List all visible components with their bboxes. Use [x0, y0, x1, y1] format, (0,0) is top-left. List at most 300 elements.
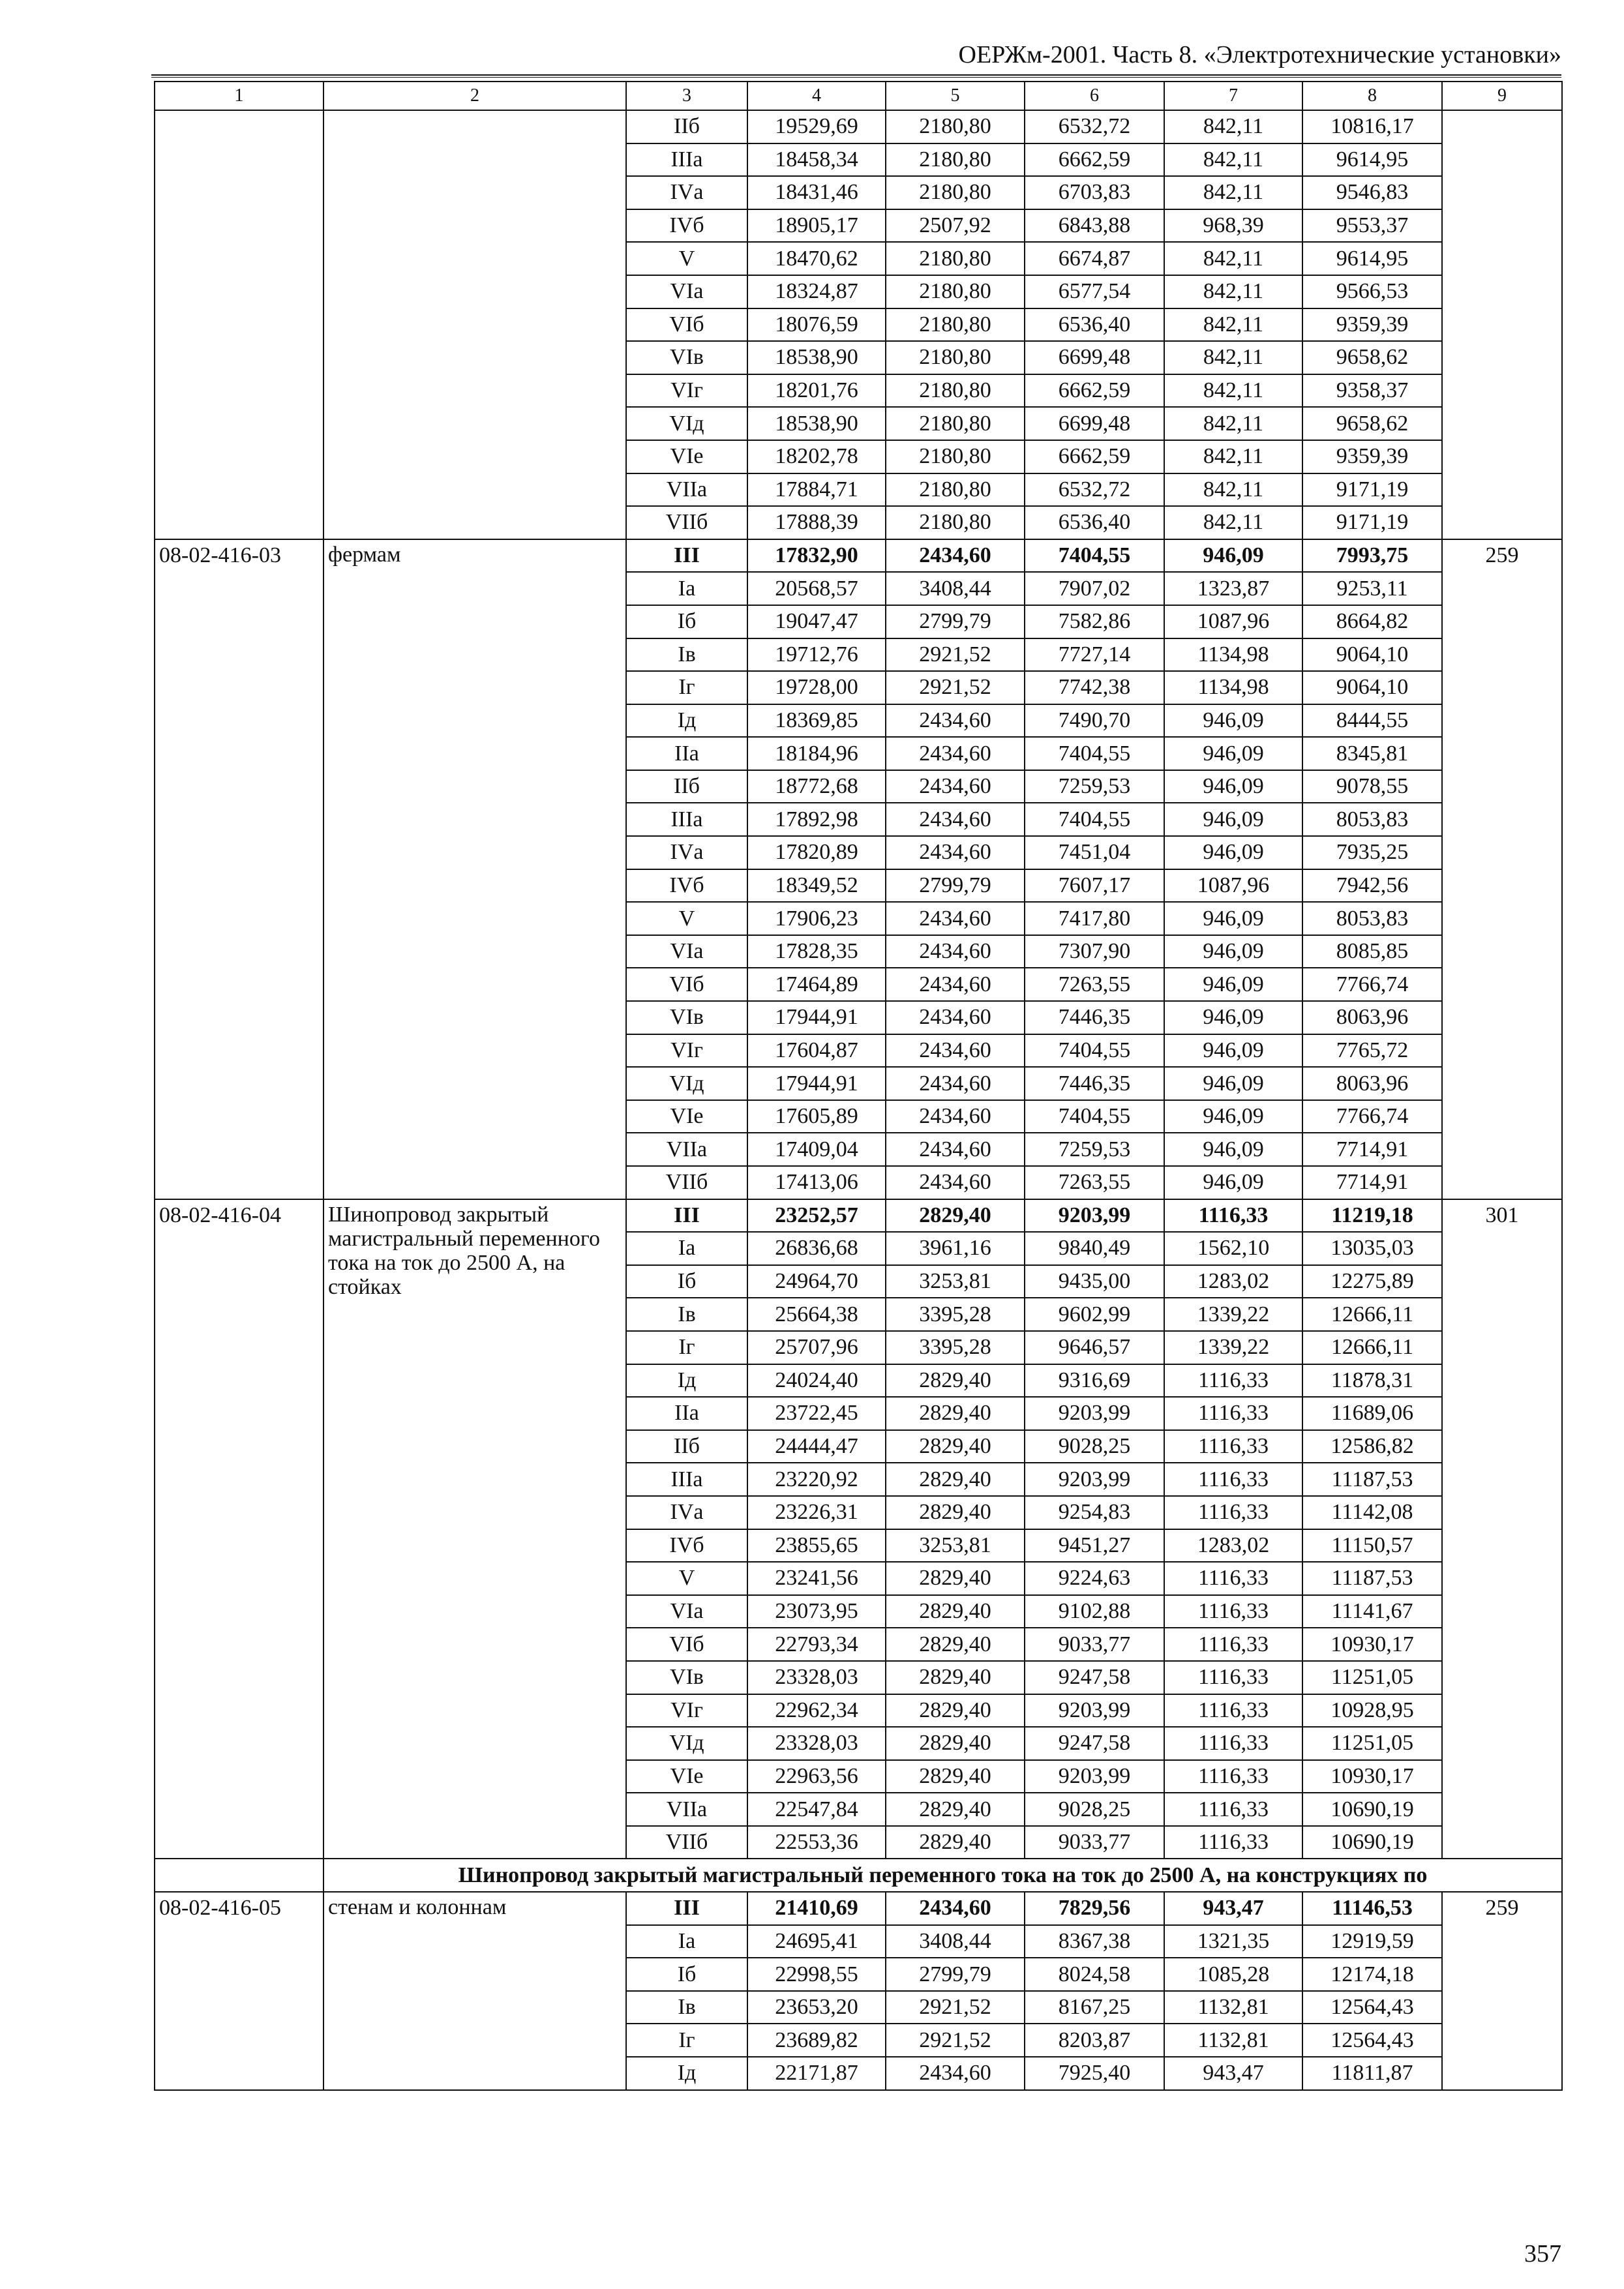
value-cell: 12666,11 [1302, 1298, 1442, 1331]
value-cell: 18076,59 [747, 308, 886, 342]
value-cell: 22963,56 [747, 1760, 886, 1793]
zone-cell: V [626, 1562, 747, 1595]
value-cell: 7765,72 [1302, 1034, 1442, 1068]
value-cell: 7925,40 [1025, 2057, 1164, 2090]
value-cell: 3395,28 [886, 1298, 1025, 1331]
value-cell: 10928,95 [1302, 1694, 1442, 1728]
value-cell: 1116,33 [1164, 1826, 1302, 1859]
value-cell: 7942,56 [1302, 869, 1442, 903]
value-cell: 2829,40 [886, 1496, 1025, 1529]
column-number-row [155, 82, 1562, 110]
value-cell: 24444,47 [747, 1430, 886, 1463]
column-number: 8 [1302, 82, 1442, 110]
value-cell: 22962,34 [747, 1694, 886, 1728]
value-cell: 1087,96 [1164, 869, 1302, 903]
value-cell: 11150,57 [1302, 1529, 1442, 1563]
value-cell: 946,09 [1164, 704, 1302, 738]
value-cell: 1116,33 [1164, 1364, 1302, 1398]
value-cell: 2434,60 [886, 539, 1025, 573]
value-cell: 11689,06 [1302, 1397, 1442, 1430]
value-cell: 842,11 [1164, 176, 1302, 209]
norm-code: 08-02-416-05 [155, 1892, 323, 2090]
value-cell: 6699,48 [1025, 341, 1164, 374]
zone-cell: Iа [626, 1232, 747, 1265]
zone-cell: VIв [626, 341, 747, 374]
value-cell: 2799,79 [886, 1958, 1025, 1991]
value-cell: 2180,80 [886, 341, 1025, 374]
zone-cell: VIIб [626, 506, 747, 539]
value-cell: 3253,81 [886, 1265, 1025, 1298]
value-cell: 946,09 [1164, 836, 1302, 869]
value-cell: 10930,17 [1302, 1760, 1442, 1793]
value-cell: 18538,90 [747, 341, 886, 374]
value-cell: 3961,16 [886, 1232, 1025, 1265]
value-cell: 9253,11 [1302, 572, 1442, 605]
value-cell: 9028,25 [1025, 1430, 1164, 1463]
table-row [155, 110, 1562, 143]
zone-cell: IIб [626, 1430, 747, 1463]
zone-cell: VIг [626, 374, 747, 408]
zone-cell: Iг [626, 671, 747, 704]
value-cell: 2829,40 [886, 1463, 1025, 1496]
value-cell: 946,09 [1164, 1034, 1302, 1068]
value-cell: 17884,71 [747, 473, 886, 507]
value-cell: 7417,80 [1025, 902, 1164, 935]
zone-cell: Iб [626, 1958, 747, 1991]
value-cell: 2180,80 [886, 143, 1025, 177]
header-rule-thin [151, 77, 1561, 78]
table-row [155, 539, 1562, 573]
value-cell: 2829,40 [886, 1397, 1025, 1430]
value-cell: 7714,91 [1302, 1166, 1442, 1199]
value-cell: 11187,53 [1302, 1562, 1442, 1595]
value-cell: 9203,99 [1025, 1760, 1164, 1793]
value-cell: 6662,59 [1025, 143, 1164, 177]
value-cell: 3408,44 [886, 1925, 1025, 1958]
zone-cell: VIд [626, 1727, 747, 1760]
zone-cell: Iд [626, 2057, 747, 2090]
zone-cell: VIа [626, 1595, 747, 1628]
value-cell: 10816,17 [1302, 110, 1442, 143]
value-cell: 9224,63 [1025, 1562, 1164, 1595]
value-cell: 946,09 [1164, 1133, 1302, 1166]
zone-cell: Iб [626, 1265, 747, 1298]
value-cell: 2180,80 [886, 407, 1025, 440]
value-cell: 18905,17 [747, 209, 886, 243]
value-cell: 1339,22 [1164, 1298, 1302, 1331]
value-cell: 6662,59 [1025, 440, 1164, 473]
value-cell: 23241,56 [747, 1562, 886, 1595]
value-cell: 946,09 [1164, 1166, 1302, 1199]
zone-cell: VIв [626, 1661, 747, 1694]
value-cell: 943,47 [1164, 1892, 1302, 1925]
value-cell: 946,09 [1164, 935, 1302, 968]
value-cell: 19047,47 [747, 605, 886, 638]
zone-cell: VIа [626, 935, 747, 968]
value-cell: 9078,55 [1302, 770, 1442, 803]
value-cell: 8444,55 [1302, 704, 1442, 738]
value-cell: 9546,83 [1302, 176, 1442, 209]
value-cell: 12564,43 [1302, 2024, 1442, 2057]
column-number: 5 [886, 82, 1025, 110]
value-cell: 2180,80 [886, 308, 1025, 342]
column-number: 9 [1442, 82, 1562, 110]
value-cell: 1132,81 [1164, 2024, 1302, 2057]
value-cell: 9566,53 [1302, 275, 1442, 308]
value-cell: 9254,83 [1025, 1496, 1164, 1529]
value-cell: 17906,23 [747, 902, 886, 935]
value-cell: 2434,60 [886, 836, 1025, 869]
value-cell: 2434,60 [886, 2057, 1025, 2090]
value-cell: 1283,02 [1164, 1265, 1302, 1298]
value-cell: 1321,35 [1164, 1925, 1302, 1958]
value-cell: 18202,78 [747, 440, 886, 473]
table-row [155, 1892, 1562, 1925]
value-cell: 9451,27 [1025, 1529, 1164, 1563]
value-cell: 2434,60 [886, 1067, 1025, 1100]
value-cell: 842,11 [1164, 110, 1302, 143]
table-row [155, 1199, 1562, 1233]
value-cell: 2921,52 [886, 638, 1025, 672]
zone-cell: VIIа [626, 473, 747, 507]
value-cell: 968,39 [1164, 209, 1302, 243]
value-cell: 842,11 [1164, 308, 1302, 342]
value-cell: 7404,55 [1025, 737, 1164, 770]
value-cell: 23073,95 [747, 1595, 886, 1628]
value-cell: 17832,90 [747, 539, 886, 573]
zone-cell: VIIб [626, 1826, 747, 1859]
value-cell: 6699,48 [1025, 407, 1164, 440]
value-cell: 18470,62 [747, 242, 886, 275]
value-cell: 2180,80 [886, 473, 1025, 507]
value-cell: 7766,74 [1302, 968, 1442, 1001]
value-cell: 6703,83 [1025, 176, 1164, 209]
value-cell: 1116,33 [1164, 1463, 1302, 1496]
value-cell: 9102,88 [1025, 1595, 1164, 1628]
value-cell: 7307,90 [1025, 935, 1164, 968]
value-cell: 11187,53 [1302, 1463, 1442, 1496]
zone-cell: Iг [626, 2024, 747, 2057]
value-cell: 9614,95 [1302, 242, 1442, 275]
column-number: 2 [323, 82, 626, 110]
value-cell: 9171,19 [1302, 473, 1442, 507]
value-cell: 7766,74 [1302, 1100, 1442, 1133]
column-number: 3 [626, 82, 747, 110]
zone-cell: VIг [626, 1694, 747, 1728]
zone-cell: IVа [626, 1496, 747, 1529]
value-cell: 18369,85 [747, 704, 886, 738]
value-cell: 18772,68 [747, 770, 886, 803]
value-cell: 11141,67 [1302, 1595, 1442, 1628]
value-cell: 2799,79 [886, 869, 1025, 903]
value-cell: 12564,43 [1302, 1991, 1442, 2024]
zone-cell: VIд [626, 407, 747, 440]
value-cell: 2434,60 [886, 1892, 1025, 1925]
value-cell: 18538,90 [747, 407, 886, 440]
value-cell: 9033,77 [1025, 1628, 1164, 1661]
value-cell: 2921,52 [886, 2024, 1025, 2057]
value-cell: 1134,98 [1164, 671, 1302, 704]
section-title: Шинопровод закрытый магистральный переменного тока на ток до 2500 А, на конструкциях по [323, 1859, 1562, 1892]
value-cell: 7714,91 [1302, 1133, 1442, 1166]
value-cell: 18324,87 [747, 275, 886, 308]
value-cell: 1116,33 [1164, 1199, 1302, 1233]
value-cell: 2829,40 [886, 1793, 1025, 1826]
value-cell: 2921,52 [886, 671, 1025, 704]
value-cell: 2829,40 [886, 1430, 1025, 1463]
value-cell: 7446,35 [1025, 1067, 1164, 1100]
value-cell: 6662,59 [1025, 374, 1164, 408]
value-cell: 1134,98 [1164, 638, 1302, 672]
page-number: 357 [1524, 2240, 1561, 2267]
zone-cell: IVб [626, 1529, 747, 1563]
value-cell: 3408,44 [886, 572, 1025, 605]
value-cell: 2434,60 [886, 770, 1025, 803]
value-cell: 9171,19 [1302, 506, 1442, 539]
value-cell: 8664,82 [1302, 605, 1442, 638]
value-cell: 17820,89 [747, 836, 886, 869]
value-cell: 11251,05 [1302, 1661, 1442, 1694]
value-cell: 946,09 [1164, 737, 1302, 770]
zone-cell: Iб [626, 605, 747, 638]
column-number: 6 [1025, 82, 1164, 110]
value-cell: 7993,75 [1302, 539, 1442, 573]
value-cell: 1087,96 [1164, 605, 1302, 638]
value-cell: 9553,37 [1302, 209, 1442, 243]
value-cell: 2799,79 [886, 605, 1025, 638]
zone-cell: IVа [626, 836, 747, 869]
value-cell: 23689,82 [747, 2024, 886, 2057]
header-rule [151, 74, 1561, 76]
column-number: 4 [747, 82, 886, 110]
value-cell: 9359,39 [1302, 440, 1442, 473]
zone-cell: VIб [626, 1628, 747, 1661]
zone-cell: IIб [626, 770, 747, 803]
zone-cell: Iд [626, 1364, 747, 1398]
value-cell: 17413,06 [747, 1166, 886, 1199]
value-cell: 11878,31 [1302, 1364, 1442, 1398]
value-cell: 1562,10 [1164, 1232, 1302, 1265]
value-cell: 9028,25 [1025, 1793, 1164, 1826]
value-cell: 2180,80 [886, 374, 1025, 408]
zone-cell: VIе [626, 440, 747, 473]
value-cell: 17604,87 [747, 1034, 886, 1068]
measure-unit: 301 [1442, 1199, 1562, 1859]
value-cell: 9247,58 [1025, 1727, 1164, 1760]
norm-name: Шинопровод закрытый магистральный переменного тока на ток до 2500 А, на стойках [323, 1199, 626, 1859]
norm-code: 08-02-416-04 [155, 1199, 323, 1859]
value-cell: 2434,60 [886, 737, 1025, 770]
value-cell: 18184,96 [747, 737, 886, 770]
value-cell: 842,11 [1164, 341, 1302, 374]
section-title-row [155, 1859, 1562, 1892]
value-cell: 24964,70 [747, 1265, 886, 1298]
value-cell: 7829,56 [1025, 1892, 1164, 1925]
value-cell: 26836,68 [747, 1232, 886, 1265]
value-cell: 17605,89 [747, 1100, 886, 1133]
zone-cell: IVа [626, 176, 747, 209]
value-cell: 11142,08 [1302, 1496, 1442, 1529]
zone-cell: IVб [626, 209, 747, 243]
value-cell: 25664,38 [747, 1298, 886, 1331]
value-cell: 24695,41 [747, 1925, 886, 1958]
value-cell: 12174,18 [1302, 1958, 1442, 1991]
value-cell: 2434,60 [886, 902, 1025, 935]
value-cell: 6577,54 [1025, 275, 1164, 308]
zone-cell: Iа [626, 572, 747, 605]
value-cell: 7404,55 [1025, 539, 1164, 573]
value-cell: 842,11 [1164, 506, 1302, 539]
value-cell: 1116,33 [1164, 1397, 1302, 1430]
value-cell: 9203,99 [1025, 1694, 1164, 1728]
value-cell: 1283,02 [1164, 1529, 1302, 1563]
zone-cell: VIIа [626, 1133, 747, 1166]
value-cell: 23252,57 [747, 1199, 886, 1233]
norm-name: фермам [323, 539, 626, 1199]
norms-table [154, 81, 1563, 2091]
zone-cell: VIг [626, 1034, 747, 1068]
value-cell: 8024,58 [1025, 1958, 1164, 1991]
zone-cell: IIIа [626, 143, 747, 177]
value-cell: 946,09 [1164, 539, 1302, 573]
value-cell: 2921,52 [886, 1991, 1025, 2024]
value-cell: 1116,33 [1164, 1727, 1302, 1760]
value-cell: 19712,76 [747, 638, 886, 672]
value-cell: 23722,45 [747, 1397, 886, 1430]
value-cell: 9064,10 [1302, 671, 1442, 704]
value-cell: 2180,80 [886, 440, 1025, 473]
value-cell: 8345,81 [1302, 737, 1442, 770]
value-cell: 842,11 [1164, 374, 1302, 408]
zone-cell: Iв [626, 1991, 747, 2024]
value-cell: 2434,60 [886, 1034, 1025, 1068]
value-cell: 1116,33 [1164, 1760, 1302, 1793]
value-cell: 18431,46 [747, 176, 886, 209]
zone-cell: III [626, 1892, 747, 1925]
value-cell: 6843,88 [1025, 209, 1164, 243]
zone-cell: IIб [626, 110, 747, 143]
value-cell: 9614,95 [1302, 143, 1442, 177]
value-cell: 842,11 [1164, 242, 1302, 275]
value-cell: 23855,65 [747, 1529, 886, 1563]
zone-cell: VIб [626, 968, 747, 1001]
value-cell: 19529,69 [747, 110, 886, 143]
zone-cell: Iв [626, 1298, 747, 1331]
measure-unit: 259 [1442, 1892, 1562, 2090]
value-cell: 2829,40 [886, 1826, 1025, 1859]
value-cell: 18458,34 [747, 143, 886, 177]
value-cell: 8367,38 [1025, 1925, 1164, 1958]
value-cell: 2180,80 [886, 242, 1025, 275]
value-cell: 1116,33 [1164, 1628, 1302, 1661]
value-cell: 2829,40 [886, 1760, 1025, 1793]
value-cell: 25707,96 [747, 1331, 886, 1364]
value-cell: 8053,83 [1302, 803, 1442, 836]
value-cell: 23328,03 [747, 1727, 886, 1760]
value-cell: 7263,55 [1025, 1166, 1164, 1199]
value-cell: 1085,28 [1164, 1958, 1302, 1991]
value-cell: 23328,03 [747, 1661, 886, 1694]
value-cell: 2829,40 [886, 1595, 1025, 1628]
value-cell: 2829,40 [886, 1364, 1025, 1398]
zone-cell: IIа [626, 737, 747, 770]
value-cell: 1116,33 [1164, 1793, 1302, 1826]
value-cell: 1116,33 [1164, 1694, 1302, 1728]
value-cell: 2507,92 [886, 209, 1025, 243]
value-cell: 2829,40 [886, 1199, 1025, 1233]
value-cell: 18349,52 [747, 869, 886, 903]
value-cell: 1116,33 [1164, 1562, 1302, 1595]
zone-cell: Iв [626, 638, 747, 672]
value-cell: 9646,57 [1025, 1331, 1164, 1364]
value-cell: 7935,25 [1302, 836, 1442, 869]
value-cell: 946,09 [1164, 1001, 1302, 1034]
value-cell: 9203,99 [1025, 1463, 1164, 1496]
value-cell: 7742,38 [1025, 671, 1164, 704]
value-cell: 1116,33 [1164, 1595, 1302, 1628]
value-cell: 7607,17 [1025, 869, 1164, 903]
zone-cell: VIIа [626, 1793, 747, 1826]
value-cell: 17892,98 [747, 803, 886, 836]
column-number: 1 [155, 82, 323, 110]
value-cell: 23220,92 [747, 1463, 886, 1496]
value-cell: 2434,60 [886, 935, 1025, 968]
value-cell: 22553,36 [747, 1826, 886, 1859]
value-cell: 8053,83 [1302, 902, 1442, 935]
value-cell: 12275,89 [1302, 1265, 1442, 1298]
value-cell: 1116,33 [1164, 1661, 1302, 1694]
value-cell: 7259,53 [1025, 1133, 1164, 1166]
value-cell: 9316,69 [1025, 1364, 1164, 1398]
value-cell: 946,09 [1164, 968, 1302, 1001]
value-cell: 12586,82 [1302, 1430, 1442, 1463]
value-cell: 6536,40 [1025, 506, 1164, 539]
section-left-cell [155, 1859, 323, 1892]
value-cell: 842,11 [1164, 275, 1302, 308]
value-cell: 9064,10 [1302, 638, 1442, 672]
value-cell: 7727,14 [1025, 638, 1164, 672]
value-cell: 9033,77 [1025, 1826, 1164, 1859]
measure-unit [1442, 110, 1562, 539]
value-cell: 1116,33 [1164, 1496, 1302, 1529]
value-cell: 946,09 [1164, 902, 1302, 935]
value-cell: 12919,59 [1302, 1925, 1442, 1958]
value-cell: 8167,25 [1025, 1991, 1164, 2024]
value-cell: 9359,39 [1302, 308, 1442, 342]
value-cell: 946,09 [1164, 1067, 1302, 1100]
value-cell: 17409,04 [747, 1133, 886, 1166]
value-cell: 2434,60 [886, 1133, 1025, 1166]
value-cell: 17464,89 [747, 968, 886, 1001]
value-cell: 7404,55 [1025, 1034, 1164, 1068]
zone-cell: III [626, 539, 747, 573]
value-cell: 2180,80 [886, 176, 1025, 209]
value-cell: 9435,00 [1025, 1265, 1164, 1298]
value-cell: 842,11 [1164, 473, 1302, 507]
value-cell: 9203,99 [1025, 1397, 1164, 1430]
value-cell: 1116,33 [1164, 1430, 1302, 1463]
value-cell: 842,11 [1164, 440, 1302, 473]
value-cell: 13035,03 [1302, 1232, 1442, 1265]
value-cell: 1339,22 [1164, 1331, 1302, 1364]
zone-cell: IVб [626, 869, 747, 903]
value-cell: 6532,72 [1025, 110, 1164, 143]
value-cell: 3395,28 [886, 1331, 1025, 1364]
value-cell: 23653,20 [747, 1991, 886, 2024]
zone-cell: Iг [626, 1331, 747, 1364]
value-cell: 946,09 [1164, 770, 1302, 803]
value-cell: 2434,60 [886, 803, 1025, 836]
